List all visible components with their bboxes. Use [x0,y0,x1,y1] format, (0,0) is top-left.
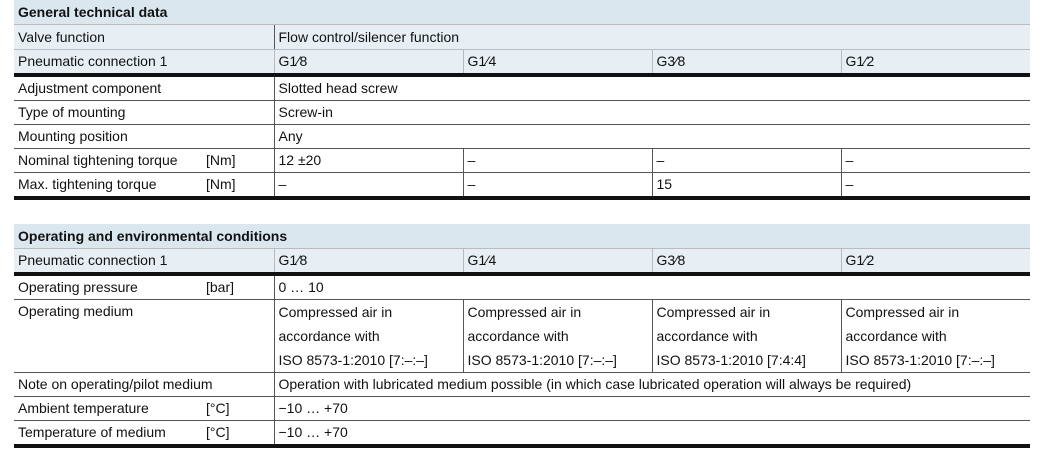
row-value: 0 … 10 [274,274,1030,300]
row-label: Nominal tightening torque [18,152,178,168]
header-cell: G1⁄8 [274,50,463,76]
row-unit: [bar] [206,279,235,295]
section-title: Operating and environmental conditions [14,224,1030,249]
row-label: Pneumatic connection 1 [14,50,274,76]
cell-line: accordance with [656,328,758,344]
row-label: Max. tightening torque [18,176,157,192]
row-value: −10 … +70 [274,397,1030,421]
table-row [14,397,1030,421]
cell: 15 [652,173,841,199]
header-cell: G1⁄2 [841,249,1030,275]
cell [274,300,463,373]
table-title-row [14,0,1030,25]
table-row [14,173,1030,199]
row-unit: [Nm] [206,152,236,168]
table-row [14,75,1030,101]
row-label-cell [14,421,274,447]
row-label-cell [14,149,274,173]
cell-line: Compressed air in [278,304,393,320]
table-row [14,25,1030,50]
section-title: General technical data [14,0,1030,25]
cell-line: accordance with [845,328,947,344]
table-header-row [14,249,1030,275]
cell [841,300,1030,373]
cell: – [841,173,1030,199]
table-row [14,373,1030,397]
row-value: Slotted head screw [274,75,1030,101]
row-label-cell [14,397,274,421]
row-label: Temperature of medium [18,424,166,440]
row-label-cell [14,274,274,300]
header-cell: G1⁄4 [463,249,652,275]
row-unit: [Nm] [206,176,236,192]
cell: – [463,149,652,173]
row-label: Operating medium [14,300,274,373]
operating-conditions-table [14,224,1029,448]
general-technical-data-table [14,0,1029,200]
cell [463,300,652,373]
cell-line: ISO 8573-1:2010 [7:–:–] [278,352,428,368]
cell: – [463,173,652,199]
cell-line: accordance with [278,328,380,344]
row-value: Screw-in [274,101,1030,125]
table-row [14,149,1030,173]
header-cell: G3⁄8 [652,50,841,76]
row-value: Flow control/silencer function [274,25,1030,50]
cell: 12 ±20 [274,149,463,173]
row-label: Adjustment component [14,75,274,101]
row-label: Type of mounting [14,101,274,125]
row-label-cell [14,173,274,199]
cell: – [652,149,841,173]
row-unit: [°C] [206,424,230,440]
header-cell: G1⁄8 [274,249,463,275]
row-label: Pneumatic connection 1 [14,249,274,275]
cell-line: ISO 8573-1:2010 [7:–:–] [845,352,995,368]
cell-line: ISO 8573-1:2010 [7:4:4] [656,352,806,368]
row-label: Ambient temperature [18,400,149,416]
row-value: −10 … +70 [274,421,1030,447]
cell: – [274,173,463,199]
row-value: Operation with lubricated medium possible (in which case lubricated operation will always be required) [274,373,1030,397]
table-row [14,274,1030,300]
table-title-row [14,224,1030,249]
row-label: Valve function [14,25,274,50]
cell-line: accordance with [467,328,569,344]
row-label: Operating pressure [18,279,138,295]
table-row [14,421,1030,447]
row-value: Any [274,125,1030,149]
cell [652,300,841,373]
cell-line: Compressed air in [845,304,960,320]
cell-line: Compressed air in [467,304,582,320]
cell: – [841,149,1030,173]
table-row [14,125,1030,149]
row-label: Mounting position [14,125,274,149]
row-label: Note on operating/pilot medium [14,373,274,397]
cell-line: Compressed air in [656,304,771,320]
table-row [14,300,1030,373]
header-cell: G1⁄4 [463,50,652,76]
header-cell: G3⁄8 [652,249,841,275]
cell-line: ISO 8573-1:2010 [7:–:–] [467,352,617,368]
table-header-row [14,50,1030,76]
row-unit: [°C] [206,400,230,416]
header-cell: G1⁄2 [841,50,1030,76]
table-row [14,101,1030,125]
